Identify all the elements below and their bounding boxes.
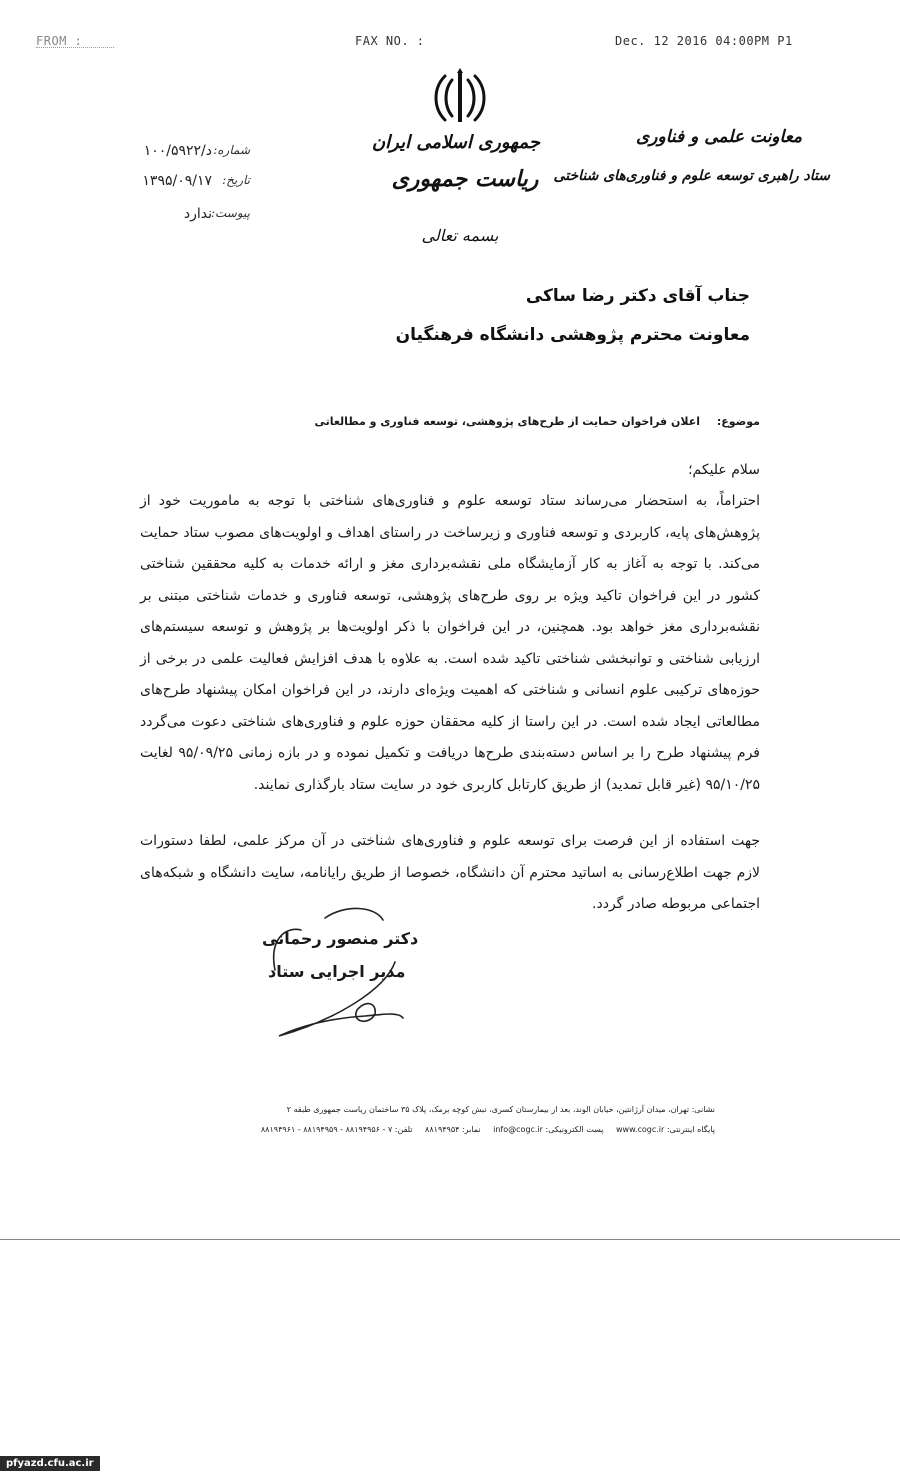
footer-address: نشانی: تهران، میدان آرژانتین، خیابان الوند، بعد از بیمارستان کسری، نبش کوچه برمک، پلاک ۳۵ ساختمان ریاست جمهوری طبقه ۲ xyxy=(286,1105,715,1114)
meta-number-row xyxy=(120,143,250,165)
signatory-name: دکتر منصور رحمانی xyxy=(262,929,419,948)
meta-date-value: ۱۳۹۵/۰۹/۱۷ xyxy=(142,173,212,189)
greeting: سلام علیکم؛ xyxy=(688,462,760,478)
meta-date-label: تاریخ: xyxy=(222,173,250,187)
meta-date-row xyxy=(120,173,250,195)
footer-fax: نمابر: ۸۸۱۹۴۹۵۴ xyxy=(425,1125,481,1134)
page-divider xyxy=(0,1239,900,1240)
fax-from-underline xyxy=(36,47,114,48)
meta-number-value: د/۱۰۰/۵۹۲۲ xyxy=(143,143,212,159)
iran-emblem-icon xyxy=(425,66,495,128)
subject-text: اعلان فراخوان حمایت از طرح‌های پژوهشی، توسعه فناوری و مطالعاتی xyxy=(314,415,700,428)
header-vice-presidency: معاونت علمی و فناوری xyxy=(635,127,802,147)
footer-phone: تلفن: ۷ - ۸۸۱۹۴۹۵۶ - ۸۸۱۹۴۹۵۹ - ۸۸۱۹۴۹۶۱ xyxy=(260,1125,413,1134)
subject-label: موضوع: xyxy=(716,415,760,428)
addressee-title: معاونت محترم پژوهشی دانشگاه فرهنگیان xyxy=(395,325,750,345)
meta-attachment-label: پیوست: xyxy=(210,206,250,220)
header-basmala: بسمه تعالی xyxy=(421,226,499,245)
meta-attachment-row xyxy=(120,206,250,228)
footer-email: پست الکترونیکی: info@cogc.ir xyxy=(493,1125,604,1134)
fax-number: FAX NO. : xyxy=(355,34,425,48)
footer-website: پایگاه اینترنتی: www.cogc.ir xyxy=(616,1125,715,1134)
meta-number-label: شماره: xyxy=(213,143,250,157)
fax-from: FROM : xyxy=(36,34,83,48)
body-paragraph-1: احتراماً، به استحضار می‌رساند ستاد توسعه علوم و فناوری‌های شناختی با توجه به ماموریت خود از پژوهش‌های پایه، کاربردی و توسعه فناوری و زیرساخت در راستای اهداف و اولویت‌های مصوب ستاد حمایت می‌کند. با توجه به آغاز به کار آزمایشگاه ملی نقشه‌برداری مغز و ارائه خدمات به کلیه محققین شناختی کشور در این فراخوان تاکید ویژه بر روی طرح‌های پژوهشی، توسعه فناوری و خدمات شناختی مبتنی بر نقشه‌برداری مغز خواهد بود. همچنین، در این فراخوان با ذکر اولویت‌ها بر پژوهش و توسعه سیستم‌های ارزیابی شناختی و توانبخشی شناختی تاکید شده است. به علاوه با هدف افزایش فعالیت علمی در برخی از حوزه‌های ترکیبی علوم انسانی و شناختی که اهمیت ویژه‌ای دارند، در این فراخوان امکان پیشنهاد طرح‌های مطالعاتی ایجاد شده است. در این راستا از کلیه محققان حوزه علوم و فناوری‌های شناختی دعوت می‌گردد فرم پیشنهاد طرح را بر اساس دسته‌بندی طرح‌ها دریافت و تکمیل نموده و در بازه زمانی ۹۵/۰۹/۲۵ لغایت ۹۵/۱۰/۲۵ (غیر قابل تمدید) از طریق کارتابل کاربری خود در سایت ستاد بارگذاری نمایند. xyxy=(140,493,760,793)
addressee-name: جناب آقای دکتر رضا ساکی xyxy=(525,286,750,306)
signatory-title: مدیر اجرایی ستاد xyxy=(268,962,406,981)
header-country: جمهوری اسلامی ایران xyxy=(371,132,540,153)
watermark: pfyazd.cfu.ac.ir xyxy=(0,1456,100,1471)
meta-attachment-value: ندارد xyxy=(183,206,212,222)
header-council: ستاد راهبری توسعه علوم و فناوری‌های شناختی xyxy=(553,168,830,184)
footer-contact xyxy=(261,1125,715,1134)
body-paragraph-2: جهت استفاده از این فرصت برای توسعه علوم و فناوری‌های شناختی در آن مرکز علمی، لطفا دستورات لازم جهت اطلاع‌رسانی به اساتید محترم آن دانشگاه، خصوصا از طریق رایانامه، سایت دانشگاه و شبکه‌های اجتماعی مربوطه صادر گردد. xyxy=(140,833,760,912)
fax-date: Dec. 12 2016 04:00PM P1 xyxy=(615,34,793,48)
header-presidency: ریاست جمهوری xyxy=(391,166,539,192)
